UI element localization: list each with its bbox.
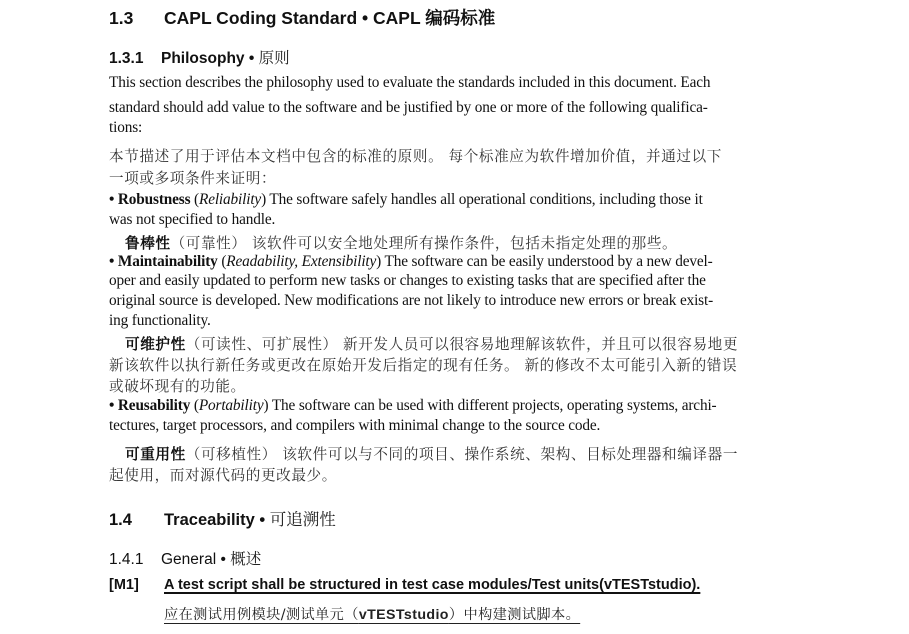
qualification-cn-term: 可重用性 bbox=[125, 446, 186, 463]
qualification-text-cont: ing functionality. bbox=[109, 312, 211, 329]
qualification-text: The software can be easily understood by a new devel- bbox=[384, 253, 713, 270]
intro-en-line: This section describes the philosophy used to evaluate the standards included in this document. Each bbox=[109, 74, 711, 91]
title-separator: • bbox=[216, 551, 231, 568]
section-heading-1-3 bbox=[109, 5, 495, 30]
qualification-cn-cont: 起使用，而对源代码的更改最少。 bbox=[109, 467, 337, 484]
intro-en-line: tions: bbox=[109, 119, 143, 136]
intro-cn-line: 一项或多项条件来证明： bbox=[109, 170, 277, 187]
intro-cn-line: 本节描述了用于评估本文档中包含的标准的原则。 每个标准应为软件增加价值，并通过以下 bbox=[109, 148, 722, 165]
qualification-text: The software can be used with different projects, operating systems, archi- bbox=[271, 397, 717, 414]
section-title-cn: CAPL 编码标准 bbox=[373, 8, 496, 28]
section-title-cn: 原则 bbox=[258, 50, 290, 67]
qualification-cn-term: 鲁棒性 bbox=[125, 235, 171, 252]
qualification-alias: Readability, Extensibility bbox=[226, 253, 377, 270]
qualification-cn-alias: （可读性、可扩展性） bbox=[185, 336, 338, 353]
rule-text-cn bbox=[164, 604, 580, 624]
title-separator: • bbox=[357, 8, 374, 28]
section-heading-1-4-1 bbox=[109, 547, 261, 569]
bullet: • bbox=[109, 191, 115, 208]
qualification-text-cont: tectures, target processors, and compilers with minimal change to the source code. bbox=[109, 417, 601, 434]
rule-text-en: A test script shall be structured in test case modules/Test units(vTESTstudio). bbox=[164, 577, 701, 593]
qualification-cn-alias: （可移植性） bbox=[185, 446, 277, 463]
qualification-cn-text: 新开发人员可以很容易地理解该软件，并且可以很容易地更 bbox=[342, 336, 739, 353]
section-title-cn: 可追溯性 bbox=[269, 511, 336, 529]
section-title-en: General bbox=[161, 551, 217, 568]
qualification-text-cont: was not specified to handle. bbox=[109, 211, 276, 228]
qualification-alias: Reliability bbox=[199, 191, 262, 208]
section-title-en: Traceability bbox=[164, 511, 255, 529]
qualification-maintainability: • Maintainability (Readability, Extensibility) The software can be easily understood by a new devel- bbox=[109, 253, 713, 270]
qualification-cn-term: 可维护性 bbox=[125, 336, 186, 353]
title-separator: • bbox=[244, 50, 259, 67]
section-number: 1.3.1 bbox=[109, 50, 144, 67]
qualification-term: Robustness bbox=[117, 191, 191, 208]
qualification-cn bbox=[125, 443, 738, 464]
qualification-reusability: • Reusability (Portability) The software can be used with different projects, operating systems, archi- bbox=[109, 397, 717, 414]
section-number: 1.4.1 bbox=[109, 551, 144, 568]
section-title-cn: 概述 bbox=[230, 551, 262, 568]
qualification-alias: Portability bbox=[198, 397, 264, 414]
intro-en-line: standard should add value to the software and be justified by one or more of the following qualifica- bbox=[109, 99, 708, 116]
bullet: • bbox=[109, 253, 115, 270]
qualification-text-cont: original source is developed. New modifications are not likely to introduce new errors or break exist- bbox=[109, 292, 714, 309]
bullet: • bbox=[109, 397, 115, 414]
qualification-cn-text: 该软件可以与不同的项目、操作系统、架构、目标处理器和编译器一 bbox=[282, 446, 739, 463]
qualification-cn-text: 该软件可以安全地处理所有操作条件，包括未指定处理的那些。 bbox=[251, 235, 678, 252]
rule-id: [M1] bbox=[109, 577, 139, 593]
qualification-cn-cont: 或破坏现有的功能。 bbox=[109, 378, 246, 395]
qualification-term: Reusability bbox=[117, 397, 191, 414]
section-number: 1.3 bbox=[109, 8, 134, 28]
rule-text-cn-post: ）中构建测试脚本。 bbox=[448, 607, 581, 623]
qualification-cn-cont: 新该软件以执行新任务或更改在原始开发后指定的现有任务。 新的修改不太可能引入新的错误 bbox=[109, 357, 738, 374]
rule-text-cn-latin: vTESTstudio bbox=[358, 607, 449, 623]
qualification-cn bbox=[125, 333, 738, 354]
rule-text-cn-pre: 应在测试用例模块/测试单元（ bbox=[164, 607, 359, 623]
section-title-en: Philosophy bbox=[161, 50, 245, 67]
section-heading-1-4 bbox=[109, 506, 336, 530]
qualification-text-cont: oper and easily updated to perform new tasks or changes to existing tasks that are specified after the bbox=[109, 272, 706, 289]
section-number: 1.4 bbox=[109, 511, 132, 529]
qualification-text: The software safely handles all operational conditions, including those it bbox=[269, 191, 703, 208]
qualification-term: Maintainability bbox=[117, 253, 218, 270]
section-title-en: CAPL Coding Standard bbox=[164, 8, 358, 28]
qualification-robustness: • Robustness (Reliability) The software safely handles all operational conditions, including those it bbox=[109, 191, 703, 208]
qualification-cn-alias: （可靠性） bbox=[170, 235, 247, 252]
section-heading-1-3-1 bbox=[109, 46, 290, 68]
qualification-cn bbox=[125, 232, 677, 253]
title-separator: • bbox=[254, 511, 270, 529]
